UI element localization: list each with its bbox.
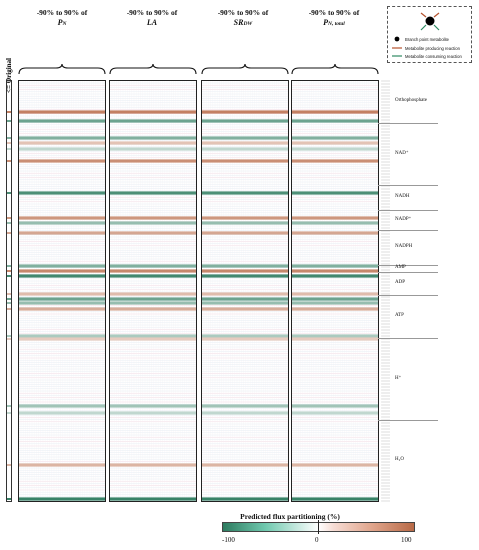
heatmap-cell-row xyxy=(202,301,289,304)
heatmap-cell-row xyxy=(110,191,197,194)
column-header-symbol: P xyxy=(323,18,329,27)
heatmap-cell-row xyxy=(110,147,197,150)
heatmap-cell-row xyxy=(292,497,379,500)
column-brace xyxy=(109,63,197,75)
heatmap-cell-row xyxy=(292,264,379,267)
heatmap-cell-row xyxy=(19,159,106,162)
heatmap-cell-row xyxy=(202,191,289,194)
original-strip-mark xyxy=(7,142,11,144)
heatmap-cell-row xyxy=(292,159,379,162)
metabolite-group-label: H₂O xyxy=(395,457,404,462)
original-strip-mark xyxy=(7,302,11,304)
group-separator xyxy=(378,295,438,296)
heatmap-cell-row xyxy=(110,404,197,407)
heatmap-cell-row xyxy=(19,264,106,267)
original-strip-mark xyxy=(7,160,11,162)
heatmap-cell-row xyxy=(202,307,289,310)
heatmap-cell-row xyxy=(292,231,379,234)
heatmap-cell-row xyxy=(110,307,197,310)
original-strip-mark xyxy=(7,137,11,139)
heatmap-cell-row xyxy=(19,334,106,337)
heatmap-cell-row xyxy=(292,297,379,300)
group-separator xyxy=(378,123,438,124)
legend-box xyxy=(387,6,472,63)
heatmap-cell-row xyxy=(19,141,106,144)
original-strip-mark xyxy=(7,412,11,414)
heatmap-cell-row xyxy=(110,301,197,304)
column-header-line: -90% to 90% of xyxy=(36,8,88,17)
column-header-line: -90% to 90% of xyxy=(126,8,178,17)
heatmap-cell-row xyxy=(202,297,289,300)
column-brace xyxy=(201,63,289,75)
original-strip-mark xyxy=(7,308,11,310)
colorbar-zero-tick xyxy=(318,520,319,534)
original-strip-mark xyxy=(7,222,11,224)
legend-consuming-label: Metabolite consuming reaction xyxy=(405,54,462,59)
heatmap-cell-row xyxy=(19,269,106,272)
heatmap-cell-row xyxy=(19,231,106,234)
heatmap-cell-row xyxy=(292,216,379,219)
heatmap-cell-row xyxy=(292,191,379,194)
colorbar-tick-max: 100 xyxy=(401,536,412,544)
column-header-subscript: N xyxy=(62,21,67,27)
column-header-line: -90% to 90% of xyxy=(308,8,360,17)
original-strip-mark xyxy=(7,265,11,267)
heatmap-cell-row xyxy=(202,292,289,295)
heatmap-cell-row xyxy=(202,119,289,122)
heatmap-cell-row xyxy=(19,191,106,194)
heatmap-cell-row xyxy=(110,297,197,300)
heatmap-cell-row xyxy=(19,292,106,295)
colorbar-tick-mid: 0 xyxy=(315,536,319,544)
heatmap-cell-row xyxy=(292,337,379,340)
heatmap-cell-row xyxy=(19,463,106,466)
heatmap-cell-row xyxy=(110,110,197,113)
column-header-symbol: LA xyxy=(146,18,158,27)
heatmap-panel-pn-total xyxy=(291,80,379,502)
heatmap-cell-row xyxy=(110,463,197,466)
original-strip-mark xyxy=(7,111,11,113)
heatmap-cell-row xyxy=(292,334,379,337)
heatmap-cell-row xyxy=(202,264,289,267)
heatmap-cell-row xyxy=(110,497,197,500)
original-strip xyxy=(6,80,12,502)
heatmap-cell-row xyxy=(292,269,379,272)
heatmap-cell-row xyxy=(19,274,106,277)
heatmap-cell-row xyxy=(202,231,289,234)
heatmap-panel-srdw xyxy=(201,80,289,502)
heatmap-cell-row xyxy=(19,337,106,340)
heatmap-cell-row xyxy=(19,404,106,407)
heatmap-cell-row xyxy=(19,221,106,224)
group-separator xyxy=(378,230,438,231)
group-separator xyxy=(378,185,438,186)
original-strip-mark xyxy=(7,270,11,272)
original-strip-mark xyxy=(7,293,11,295)
heatmap-cell-row xyxy=(292,110,379,113)
heatmap-cell-row xyxy=(19,497,106,500)
column-header-pn xyxy=(16,8,108,29)
legend-producing-label: Metabolite producing reaction xyxy=(405,46,460,51)
legend-branch-label: Branch point metabolite xyxy=(405,37,449,42)
original-strip-mark xyxy=(7,405,11,407)
original-strip-mark xyxy=(7,298,11,300)
heatmap-cell-row xyxy=(202,269,289,272)
metabolite-group-label: NADP⁺ xyxy=(395,217,412,222)
column-header-subscript: DW xyxy=(243,21,253,27)
metabolite-group-label: ATP xyxy=(395,312,404,318)
heatmap-cell-row xyxy=(19,110,106,113)
heatmap-cell-row xyxy=(202,274,289,277)
original-strip-mark xyxy=(7,120,11,122)
heatmap-cell-row xyxy=(110,411,197,414)
group-separator xyxy=(378,265,438,266)
metabolite-group-label: H⁺ xyxy=(395,376,402,381)
heatmap-cell-row xyxy=(202,497,289,500)
column-header-symbol: P xyxy=(57,18,63,27)
heatmap-cell-row xyxy=(110,264,197,267)
heatmap-cell-row xyxy=(202,463,289,466)
original-strip-mark xyxy=(7,217,11,219)
heatmap-cell-row xyxy=(292,404,379,407)
heatmap-cell-row xyxy=(19,307,106,310)
heatmap-cell-row xyxy=(292,411,379,414)
colorbar-title: Predicted flux partitioning (%) xyxy=(240,512,340,521)
heatmap-cell-row xyxy=(202,216,289,219)
heatmap-cell-row xyxy=(110,221,197,224)
heatmap-cell-row xyxy=(292,463,379,466)
heatmap-cell-row xyxy=(110,231,197,234)
metabolite-group-label: NADH xyxy=(395,193,410,199)
metabolite-group-label: NADPH xyxy=(395,243,413,249)
original-label-text: <= Original xyxy=(5,57,13,93)
heatmap-cell-row xyxy=(292,136,379,139)
original-strip-mark xyxy=(7,464,11,466)
heatmap-cell-row xyxy=(19,136,106,139)
heatmap-cell-row xyxy=(19,119,106,122)
heatmap-cell-row xyxy=(202,411,289,414)
column-header-pn-total xyxy=(288,8,380,29)
heatmap-cell-row xyxy=(110,159,197,162)
heatmap-cell-row xyxy=(19,411,106,414)
heatmap-cell-row xyxy=(202,159,289,162)
heatmap-cell-row xyxy=(292,141,379,144)
heatmap-cell-row xyxy=(110,119,197,122)
heatmap-cell-row xyxy=(110,141,197,144)
colorbar-tick-min: -100 xyxy=(222,536,235,544)
metabolite-group-label: Orthophosphate xyxy=(395,97,427,103)
column-header-subscript: N, total xyxy=(328,21,345,27)
heatmap-cell-row xyxy=(292,119,379,122)
group-separator xyxy=(378,338,438,339)
heatmap-cell-row xyxy=(110,274,197,277)
metabolite-group-label: NAD⁺ xyxy=(395,151,409,156)
metabolite-group-label: ADP xyxy=(395,279,406,285)
heatmap-cell-row xyxy=(292,221,379,224)
column-header-srdw xyxy=(197,8,289,29)
column-header-la xyxy=(106,8,198,29)
heatmap-cell-row xyxy=(110,136,197,139)
heatmap-cell-row xyxy=(202,147,289,150)
column-brace xyxy=(291,63,379,75)
heatmap-panel-pn xyxy=(18,80,106,502)
group-separator xyxy=(378,272,438,273)
heatmap-cell-row xyxy=(202,136,289,139)
heatmap-cell-row xyxy=(292,307,379,310)
heatmap-cell-row xyxy=(202,404,289,407)
heatmap-cell-row xyxy=(110,216,197,219)
group-separator xyxy=(378,210,438,211)
heatmap-cell-row xyxy=(19,147,106,150)
heatmap-cell-row xyxy=(19,216,106,219)
heatmap-cell-row xyxy=(202,334,289,337)
original-strip-mark xyxy=(7,192,11,194)
heatmap-cell-row xyxy=(19,297,106,300)
column-brace xyxy=(18,63,106,75)
original-strip-mark xyxy=(7,335,11,337)
column-header-line: -90% to 90% of xyxy=(217,8,269,17)
column-header-symbol: SR xyxy=(233,18,244,27)
heatmap-cell-row xyxy=(292,147,379,150)
original-strip-mark xyxy=(7,148,11,150)
heatmap-cell-row xyxy=(202,110,289,113)
original-strip-mark xyxy=(7,275,11,277)
heatmap-cell-row xyxy=(110,334,197,337)
heatmap-cell-row xyxy=(202,337,289,340)
heatmap-cell-row xyxy=(202,221,289,224)
group-separator xyxy=(378,420,438,421)
metabolite-group-label: AMP xyxy=(395,264,406,270)
original-strip-mark xyxy=(7,498,11,500)
heatmap-cell-row xyxy=(110,292,197,295)
heatmap-cell-row xyxy=(292,274,379,277)
reaction-id-column xyxy=(380,80,394,502)
heatmap-cell-row xyxy=(292,292,379,295)
heatmap-panel-la xyxy=(109,80,197,502)
heatmap-cell-row xyxy=(110,269,197,272)
heatmap-cell-row xyxy=(19,301,106,304)
heatmap-cell-row xyxy=(292,301,379,304)
original-strip-mark xyxy=(7,232,11,234)
heatmap-cell-row xyxy=(202,141,289,144)
original-strip-mark xyxy=(7,338,11,340)
heatmap-cell-row xyxy=(110,337,197,340)
